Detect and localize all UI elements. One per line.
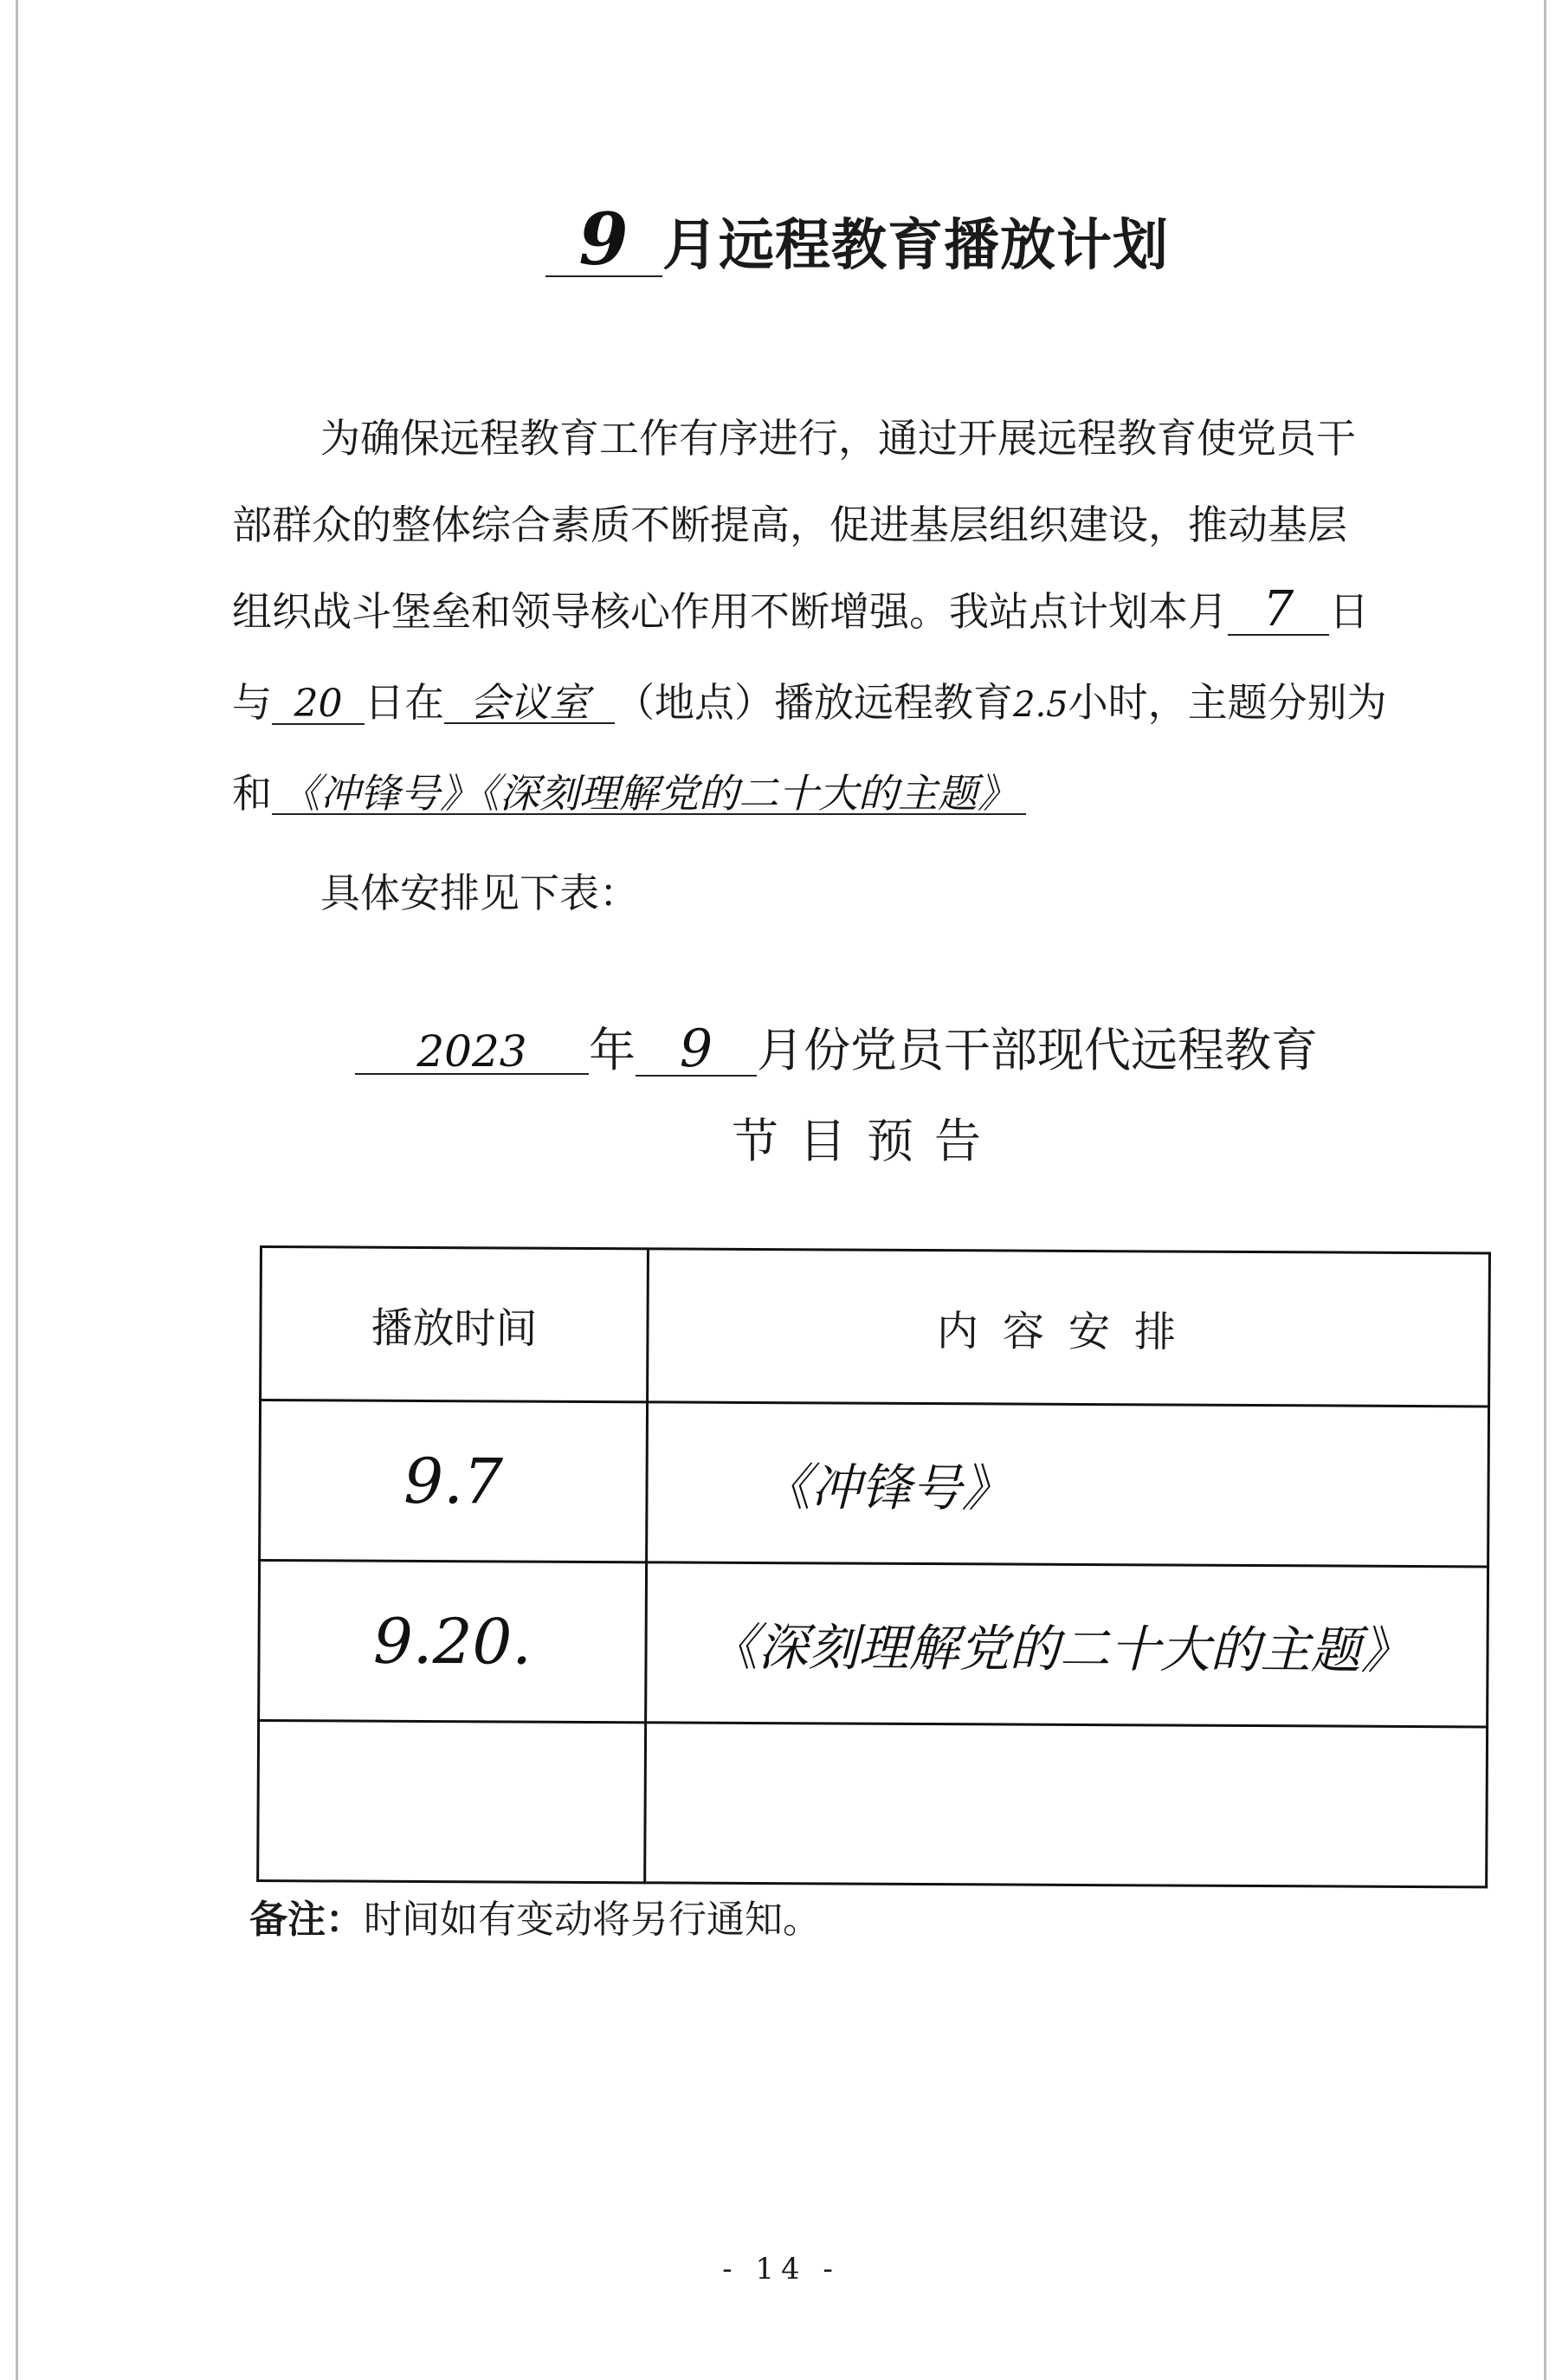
hours-value: 2.5 <box>1013 685 1068 725</box>
row-time: 9.7 <box>260 1400 648 1562</box>
place-blank: 会议室 <box>444 682 615 724</box>
intro-line-1: 为确保远程教育工作有序进行，通过开展远程教育使党员干 <box>320 415 1356 462</box>
page-right-edge <box>1544 0 1546 2380</box>
year-blank: 2023 <box>355 1030 589 1075</box>
row-content <box>645 1723 1488 1887</box>
themes-blank: 《冲锋号》《深刻理解党的二十大的主题》 <box>272 773 1026 815</box>
header-time: 播放时间 <box>261 1247 649 1402</box>
intro-line-4-d: 小时，主题分别为 <box>1068 679 1387 726</box>
intro-line-4-c: （地点）播放远程教育 <box>615 679 1013 726</box>
intro-line-5-a: 和 <box>232 770 272 817</box>
intro-line-3 <box>232 580 1514 637</box>
intro-line-4-b: 日在 <box>365 679 444 726</box>
year-suffix: 年 <box>589 1023 636 1077</box>
program-title-tail: 月份党员干部现代远程教育 <box>757 1023 1318 1077</box>
intro-line-4 <box>232 671 1514 728</box>
table-header-row <box>261 1247 1490 1407</box>
header-content: 内容安排 <box>648 1249 1490 1407</box>
program-month-blank: 9 <box>636 1023 757 1077</box>
remark <box>249 1888 821 1943</box>
row-content: 《冲锋号》 <box>647 1402 1489 1567</box>
intro-line-3-end: 日 <box>1329 588 1369 635</box>
intro-line-4-a: 与 <box>232 679 272 726</box>
page-left-edge <box>16 0 18 2380</box>
table-row <box>258 1721 1488 1887</box>
program-subtitle: 节目预告 <box>732 1114 1002 1168</box>
intro-line-3-text: 组织战斗堡垒和领导核心作用不断增强。我站点计划本月 <box>232 588 1228 635</box>
schedule-table <box>256 1245 1491 1888</box>
day1-blank: 7 <box>1228 585 1329 636</box>
row-content: 《深刻理解党的二十大的主题》 <box>646 1562 1488 1727</box>
arrangement-note: 具体安排见下表： <box>320 870 639 916</box>
title-text: 月远程教育播放计划 <box>662 214 1169 278</box>
table-row <box>259 1561 1488 1727</box>
remark-text: 时间如有变动将另行通知。 <box>364 1898 821 1942</box>
page-title <box>545 198 1169 281</box>
table-row <box>260 1400 1489 1567</box>
day2-blank: 20 <box>272 685 365 725</box>
row-time <box>258 1721 646 1883</box>
row-time: 9.20. <box>259 1561 647 1723</box>
title-month-blank: 9 <box>545 204 662 277</box>
page-number: - 14 - <box>722 2252 840 2286</box>
program-title <box>355 1013 1318 1080</box>
remark-label: 备注： <box>249 1898 364 1942</box>
intro-line-5 <box>232 762 1514 819</box>
intro-line-2: 部群众的整体综合素质不断提高，促进基层组织建设，推动基层 <box>232 501 1347 548</box>
